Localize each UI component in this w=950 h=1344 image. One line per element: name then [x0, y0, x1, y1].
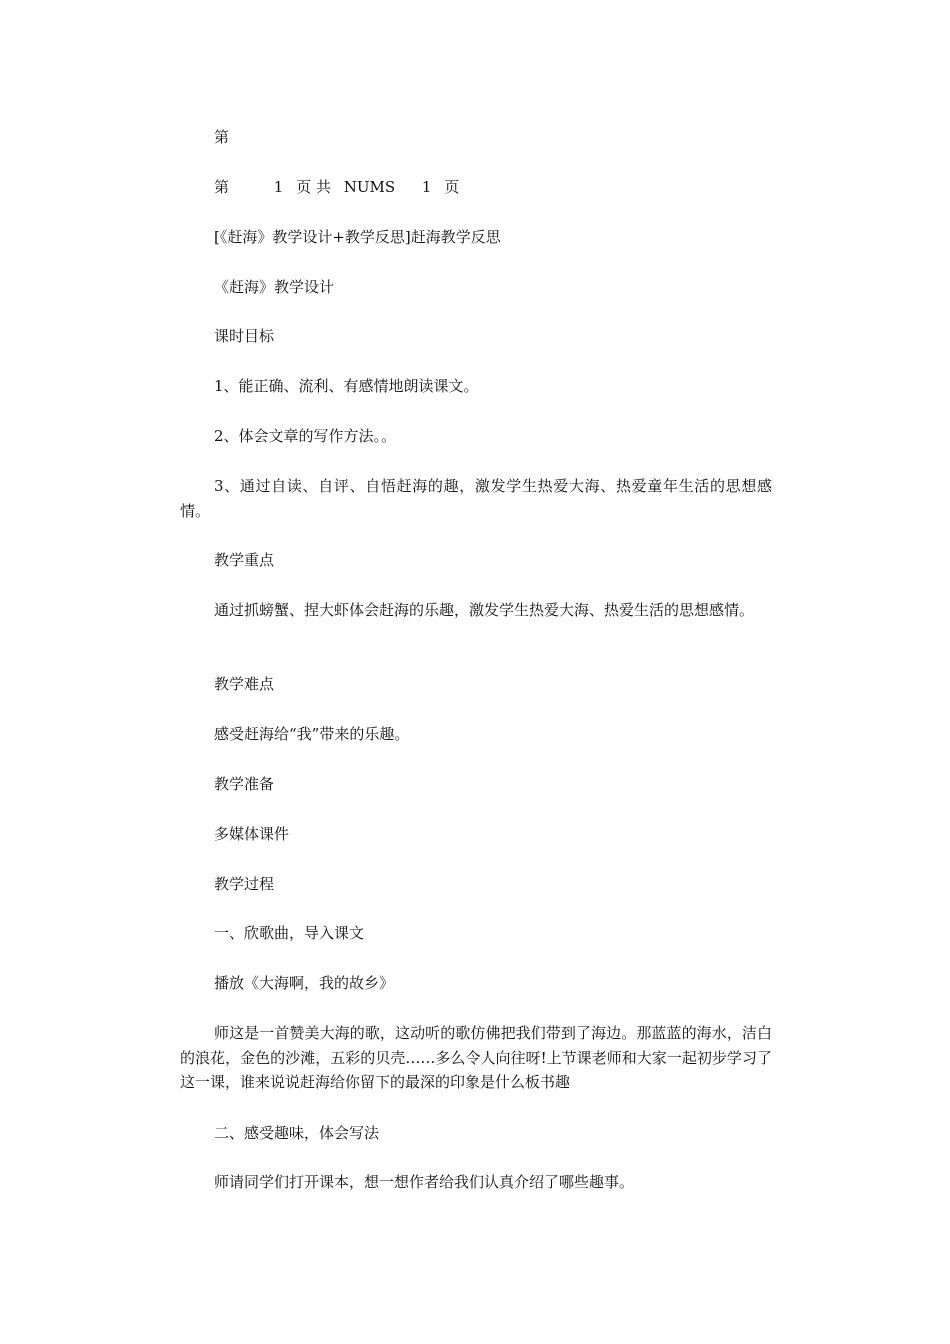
step-1-teacher: 师这是一首赞美大海的歌，这动听的歌仿佛把我们带到了海边。那蓝蓝的海水，洁白的浪花，金色的沙滩，五彩的贝壳……多么令人向往呀!上节课老师和大家一起初步学习了这一课，谁来说说赶海给你留下的最深的印象是什么板书趣 — [180, 1024, 772, 1091]
process-heading: 教学过程 — [214, 875, 275, 893]
objective-2: 2、体会文章的写作方法。。 — [214, 427, 397, 445]
step-1-play: 播放《大海啊，我的故乡》 — [214, 974, 395, 992]
objective-3: 3、通过自读、自评、自悟赶海的趣，激发学生热爱大海、热爱童年生活的思想感情。 — [180, 477, 772, 520]
objectives-heading: 课时目标 — [214, 327, 275, 345]
step-1-heading: 一、欣歌曲，导入课文 — [214, 924, 365, 942]
document-subtitle: 《赶海》教学设计 — [214, 278, 335, 296]
key-point-heading: 教学重点 — [214, 551, 275, 569]
document-title: [《赶海》教学设计+教学反思]赶海教学反思 — [214, 228, 501, 246]
header-marker: 第 — [214, 128, 230, 146]
preparation-text: 多媒体课件 — [214, 825, 290, 843]
key-point-text: 通过抓螃蟹、捏大虾体会赶海的乐趣，激发学生热爱大海、热爱生活的思想感情。 — [214, 601, 755, 619]
step-2-heading: 二、感受趣味，体会写法 — [214, 1124, 380, 1142]
page-total: 1 — [421, 178, 432, 196]
page-label-mid: 页 共 — [296, 178, 331, 196]
page-total-field: NUMS — [343, 178, 396, 196]
page-label-prefix: 第 — [214, 178, 230, 196]
page-current: 1 — [273, 178, 284, 196]
page-counter — [214, 175, 459, 199]
page-label-suffix: 页 — [444, 178, 460, 196]
preparation-heading: 教学准备 — [214, 775, 275, 793]
objective-1: 1、能正确、流利、有感情地朗读课文。 — [214, 377, 479, 395]
difficulty-heading: 教学难点 — [214, 675, 275, 693]
step-2-teacher: 师请同学们打开课本，想一想作者给我们认真介绍了哪些趣事。 — [214, 1173, 635, 1191]
difficulty-text: 感受赶海给“我”带来的乐趣。 — [214, 725, 410, 743]
